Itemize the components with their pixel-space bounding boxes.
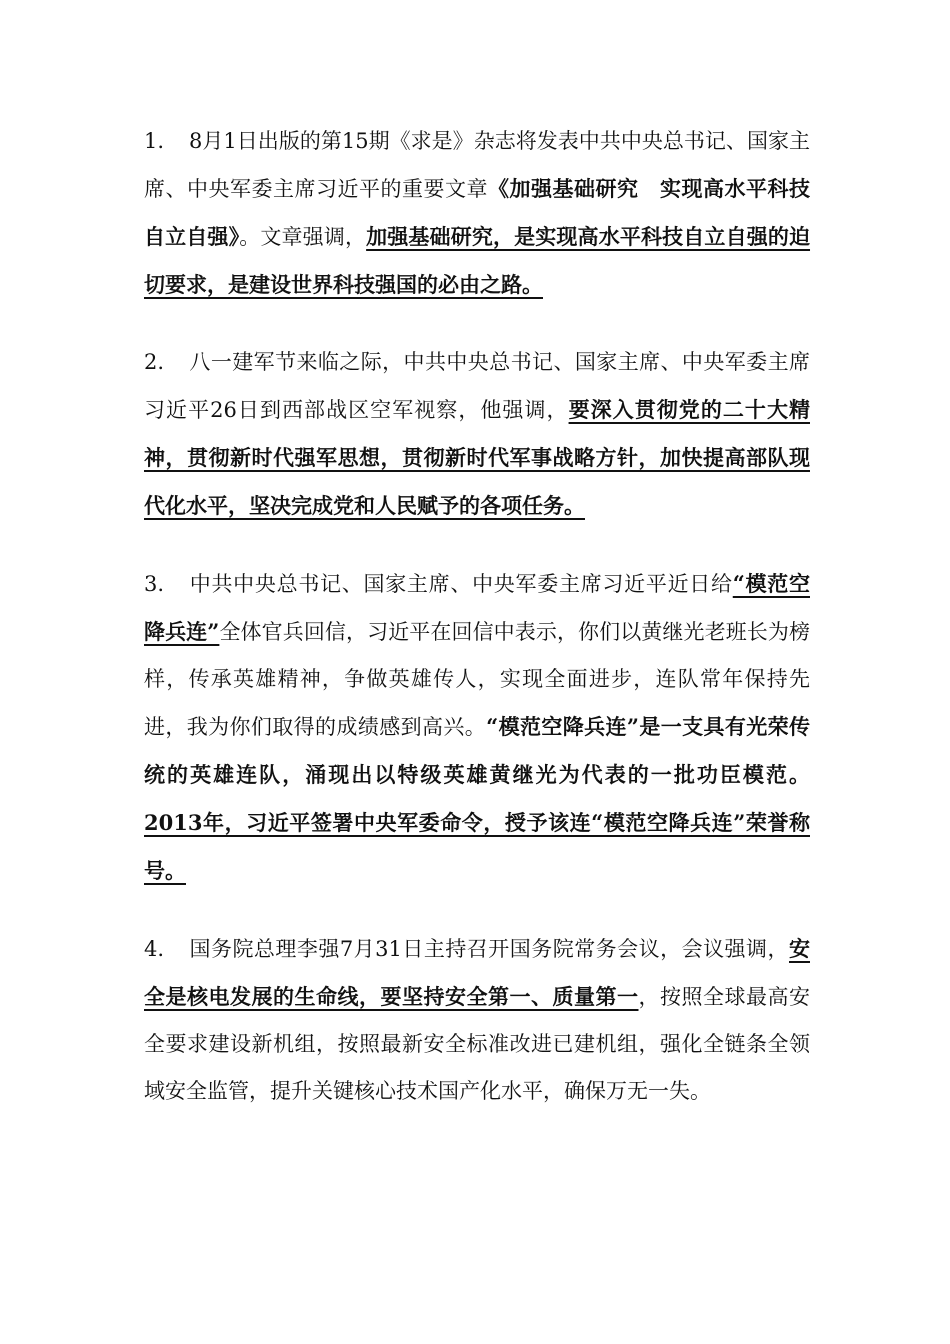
key-point: 安全是核电发展的生命线，要坚持安全第一、质量第一 <box>144 936 810 1009</box>
item-text: 国务院总理李强7月31日主持召开国务院常务会议，会议强调， <box>189 937 789 961</box>
news-item-1 <box>144 118 810 309</box>
item-text: 中共中央总书记、国家主席、中央军委主席习近平近日给 <box>189 572 733 596</box>
key-point: 2013年，习近平签署中央军委命令，授予该连“模范空降兵连”荣誉称号。 <box>144 810 810 883</box>
item-number: 1. <box>144 129 165 153</box>
document-body <box>144 118 810 1145</box>
article-title: 《加强基础研究 实现高水平科技自立自强》 <box>144 176 810 249</box>
key-point: 加强基础研究，是实现高水平科技自立自强的迫切要求，是建设世界科技强国的必由之路。 <box>144 224 811 297</box>
item-text: 8月1日出版的第15期《求是》杂志将发表中共中央总书记、国家主席、中央军委主席习近平的重要文章 <box>144 129 810 201</box>
item-number: 4. <box>144 937 165 961</box>
item-number: 3. <box>144 572 165 596</box>
key-point: 要深入贯彻党的二十大精神，贯彻新时代强军思想，贯彻新时代军事战略方针，加快提高部队现代化水平，坚决完成党和人民赋予的各项任务。 <box>144 397 810 518</box>
news-item-3 <box>144 560 810 895</box>
item-text: 全体官兵回信，习近平在回信中表示，你们以黄继光老班长为榜样，传承英雄精神，争做英雄传人，实现全面进步，连队常年保持先进，我为你们取得的成绩感到高兴。 <box>144 620 810 739</box>
item-text: 。文章强调， <box>239 225 367 249</box>
news-item-2 <box>144 339 810 530</box>
item-text: ，按照全球最高安全要求建设新机组，按照最新安全标准改进已建机组，强化全链条全领域安全监管，提升关键核心技术国产化水平，确保万无一失。 <box>144 985 810 1103</box>
item-text: 八一建军节来临之际，中共中央总书记、国家主席、中央军委主席习近平26日到西部战区空军视察，他强调， <box>144 350 810 422</box>
key-point: “模范空降兵连” <box>144 571 810 644</box>
news-item-4 <box>144 925 810 1115</box>
item-number: 2. <box>144 350 165 374</box>
key-point-bold: “模范空降兵连”是一支具有光荣传统的英雄连队，涌现出以特级英雄黄继光为代表的一批功臣模范。 <box>144 714 810 787</box>
